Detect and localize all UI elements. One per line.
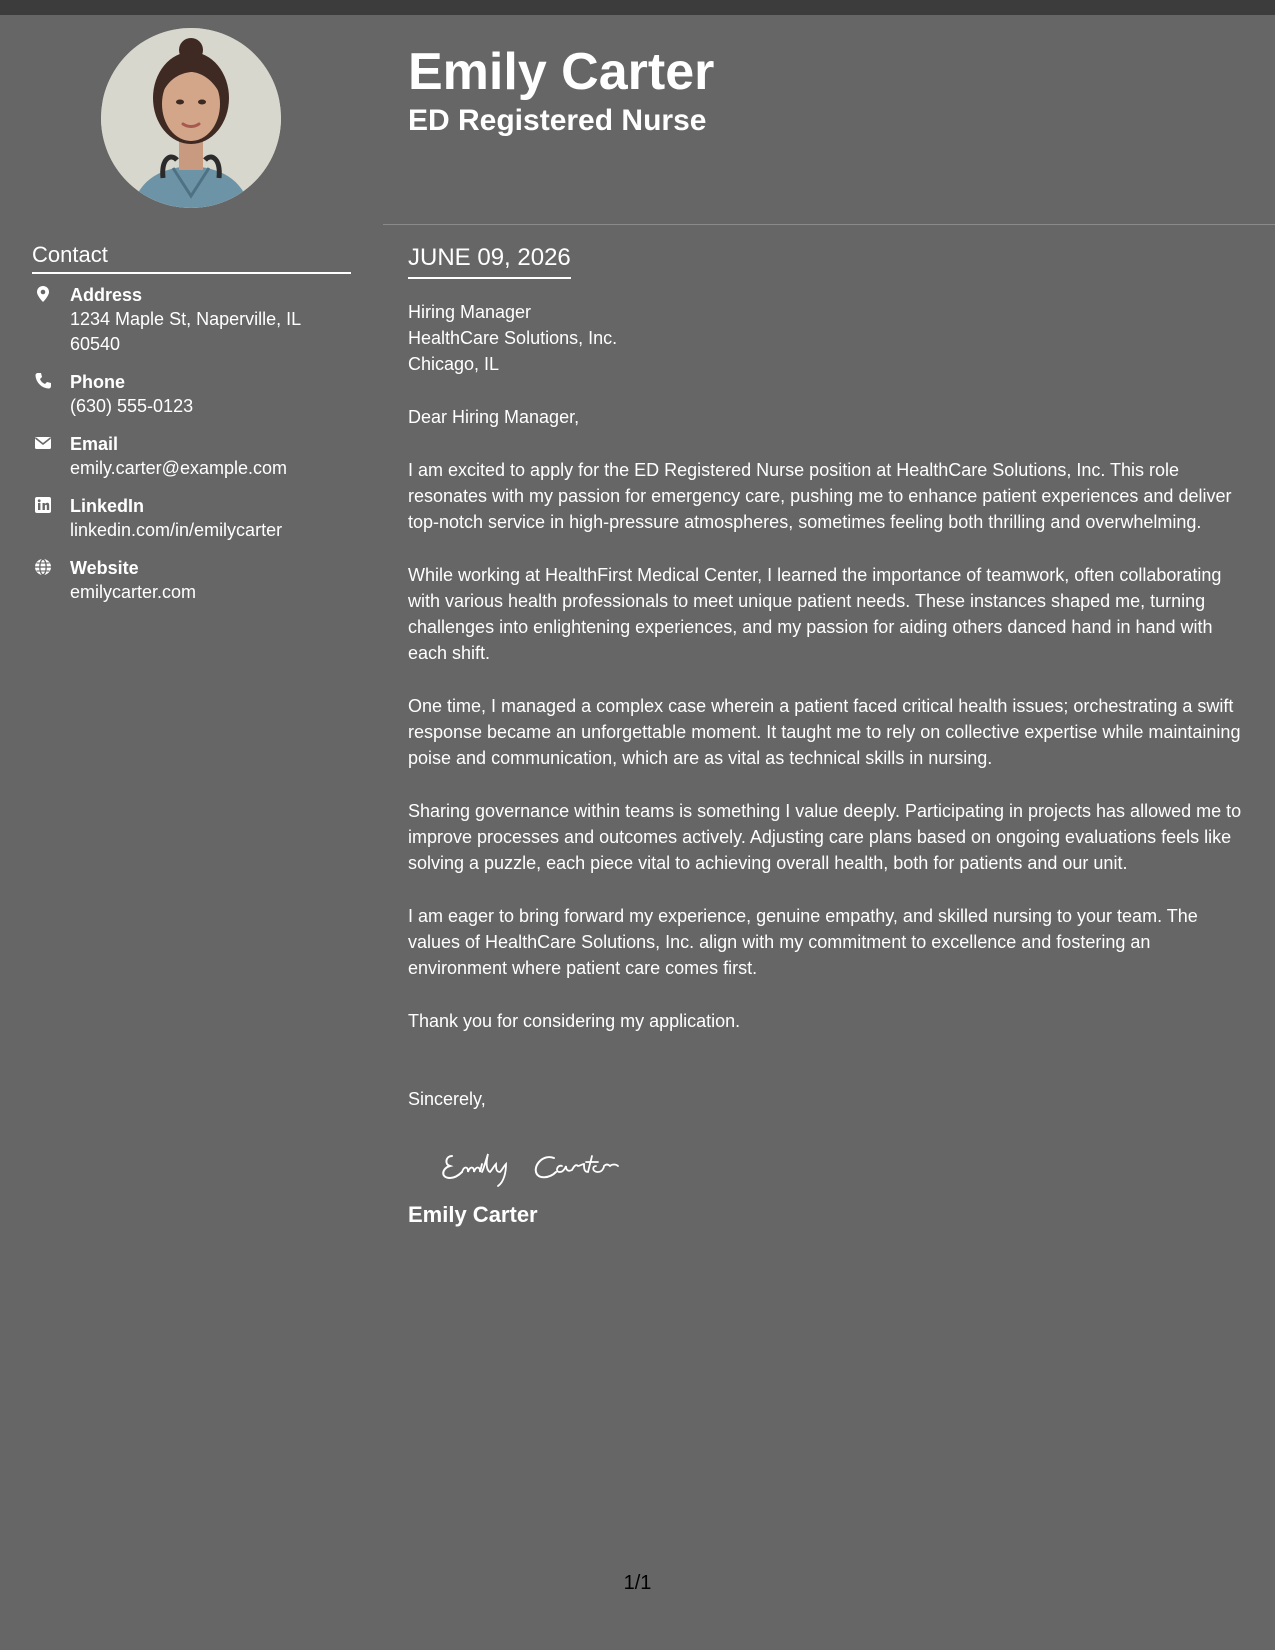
contact-item-phone: [32, 370, 351, 419]
contact-label: Address: [70, 285, 143, 305]
contact-label: Email: [70, 434, 119, 454]
handwritten-signature-icon: [436, 1134, 656, 1194]
header-divider: [383, 224, 1275, 225]
letter-date: JUNE 09, 2026: [408, 243, 571, 279]
contact-label: Website: [70, 558, 139, 578]
globe-icon: [34, 558, 52, 576]
salutation: Dear Hiring Manager,: [408, 407, 580, 427]
contact-label: Phone: [70, 372, 126, 392]
contact-item-address: [32, 283, 351, 357]
job-title: ED Registered Nurse: [408, 104, 707, 137]
avatar: [101, 28, 281, 208]
contact-item-linkedin: [32, 494, 351, 543]
closing: Sincerely,: [408, 1089, 486, 1109]
contact-value: (630) 555-0123: [70, 396, 194, 416]
applicant-name: Emily Carter: [408, 43, 715, 101]
contact-value: 1234 Maple St, Naperville, IL 60540: [70, 309, 301, 354]
contact-list: [32, 283, 351, 618]
page-number: 1/1: [623, 1572, 652, 1594]
recipient-block: [408, 299, 1248, 377]
contact-label: LinkedIn: [70, 496, 145, 516]
recipient-line: HealthCare Solutions, Inc.: [408, 328, 618, 348]
paragraph: I am excited to apply for the ED Registered Nurse position at HealthCare Solutions, Inc. This role resonates with my passion for emergency care, pushing me to enhance patient experiences and deliver top-notch service in high-pressure atmospheres, sometimes feeling both thrilling and overwhelming.: [408, 460, 1232, 532]
header: [408, 40, 1238, 138]
contact-heading: Contact: [32, 242, 351, 274]
paragraph: While working at HealthFirst Medical Center, I learned the importance of teamwork, often collaborating with various health professionals to meet unique patient needs. These instances shaped me, turning challenges into enlightening experiences, and my passion for aiding others danced hand in hand with each shift.: [408, 565, 1222, 663]
paragraph: Sharing governance within teams is something I value deeply. Participating in projects has allowed me to improve processes and outcomes actively. Adjusting care plans based on ongoing evaluations feels like solving a puzzle, each piece vital to achieving overall health, both for patients and our unit.: [408, 801, 1242, 873]
paragraph: One time, I managed a complex case wherein a patient faced critical health issues; orchestrating a swift response became an unforgettable moment. It taught me to rely on collective expertise while maintaining poise and communication, which are as vital as technical skills in nursing.: [408, 696, 1241, 768]
paragraph: Thank you for considering my application.: [408, 1011, 741, 1031]
avatar-photo-icon: [101, 28, 281, 208]
envelope-icon: [34, 434, 52, 452]
contact-item-website: [32, 556, 351, 605]
top-bar: [0, 0, 1275, 15]
linkedin-icon: [34, 496, 52, 514]
contact-value: linkedin.com/in/emilycarter: [70, 520, 283, 540]
recipient-line: Hiring Manager: [408, 302, 532, 322]
phone-icon: [34, 372, 52, 390]
map-pin-icon: [34, 285, 52, 303]
recipient-line: Chicago, IL: [408, 354, 500, 374]
letter-body: [408, 243, 1248, 1230]
paragraph: I am eager to bring forward my experience, genuine empathy, and skilled nursing to your team. The values of HealthCare Solutions, Inc. align with my commitment to excellence and fostering an environment where patient care comes first.: [408, 906, 1198, 978]
signature: [436, 1134, 1248, 1194]
contact-item-email: [32, 432, 351, 481]
contact-value: emily.carter@example.com: [70, 458, 287, 478]
contact-value: emilycarter.com: [70, 582, 197, 602]
signed-name: Emily Carter: [408, 1202, 538, 1227]
